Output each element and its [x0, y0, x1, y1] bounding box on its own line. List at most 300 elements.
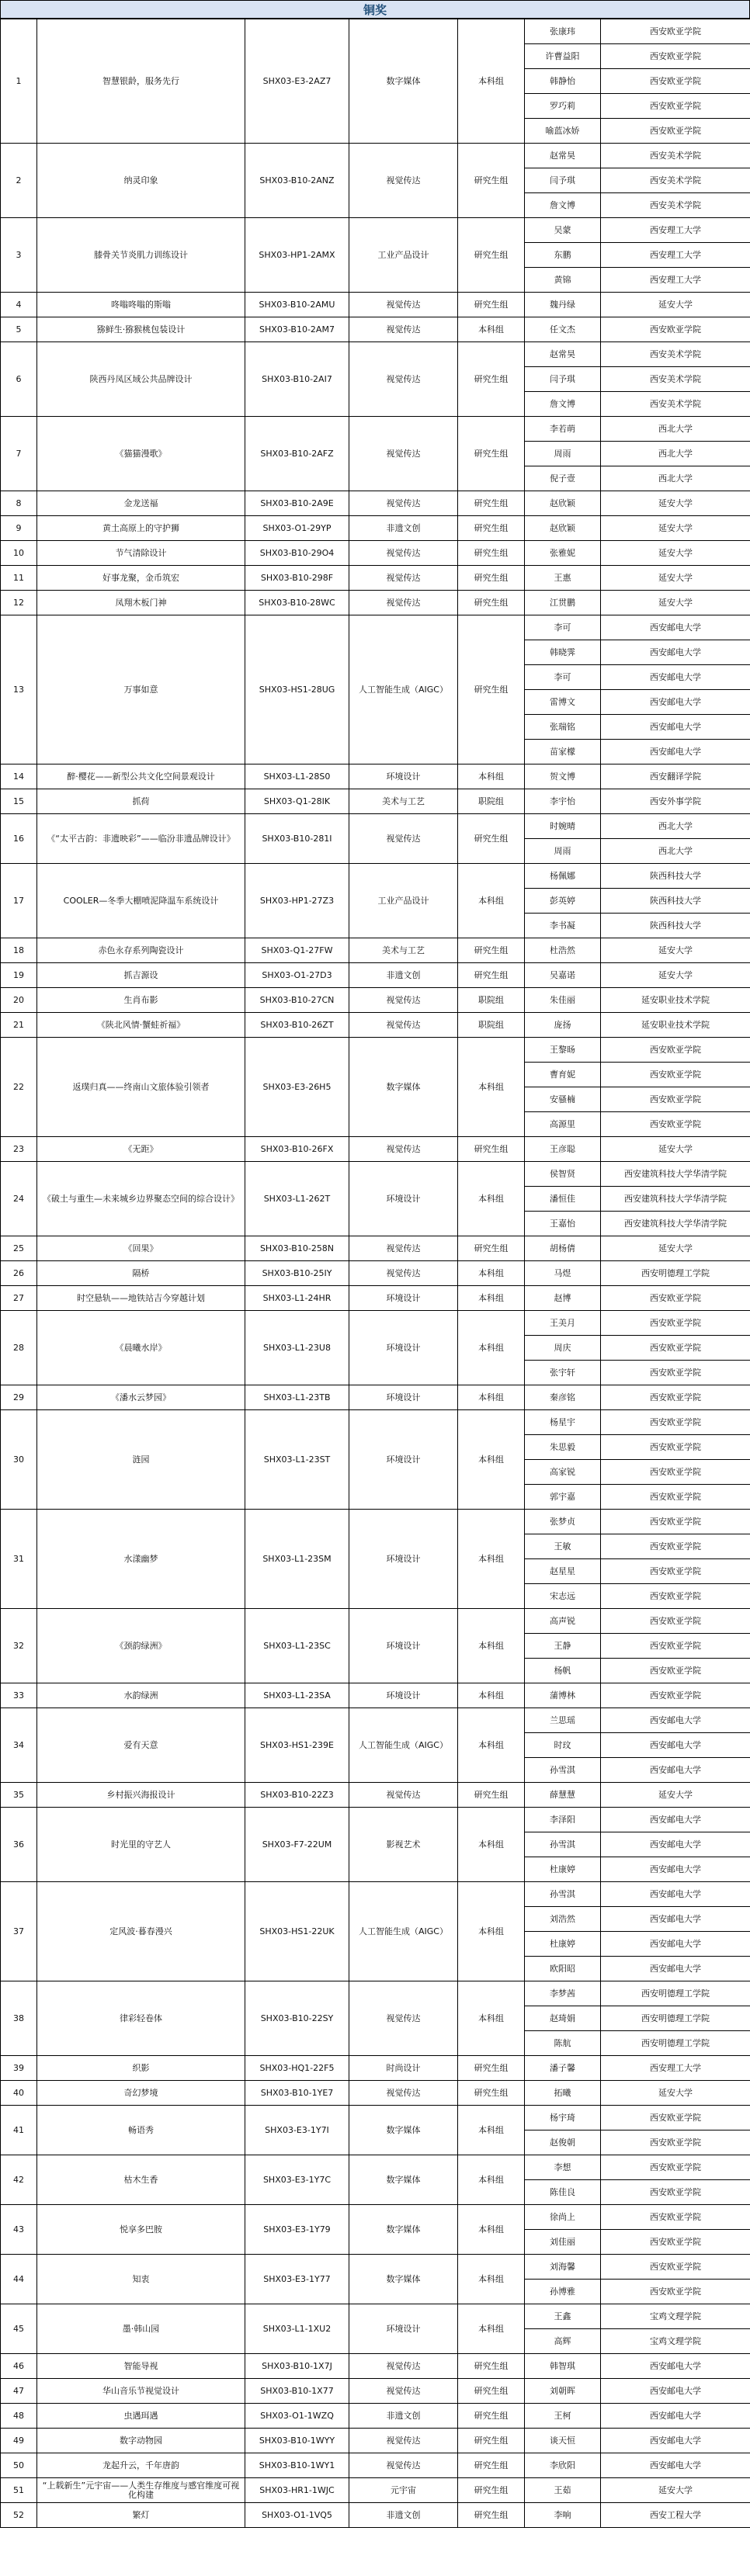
member-school: 延安大学: [601, 541, 750, 566]
table-row: [1, 2304, 750, 2329]
member-name: 谈天恒: [525, 2429, 601, 2453]
work-title: 华山音乐节视觉设计: [37, 2379, 245, 2404]
entry-group: 研究生组: [458, 615, 525, 764]
member-school: 西安欧亚学院: [601, 2106, 750, 2130]
member-school: 延安大学: [601, 938, 750, 963]
work-category: 视觉传达: [349, 1981, 458, 2056]
table-row: [1, 2354, 750, 2379]
member-school: 西安欧亚学院: [601, 1385, 750, 1410]
member-name: 任文杰: [525, 317, 601, 342]
member-school: 西安明德理工学院: [601, 2006, 750, 2031]
table-row: [1, 566, 750, 591]
member-school: 西安欧亚学院: [601, 119, 750, 144]
work-code: SHX03-E3-1Y7C: [245, 2155, 349, 2205]
member-name: 王惠: [525, 566, 601, 591]
member-school: 西安理工大学: [601, 268, 750, 293]
member-school: 西安邮电大学: [601, 2354, 750, 2379]
work-category: 数字媒体: [349, 2106, 458, 2155]
member-name: 黄锦: [525, 268, 601, 293]
work-title: 时空悬轨——地铁站吉今穿越计划: [37, 1286, 245, 1311]
award-number: 49: [1, 2429, 37, 2453]
work-title: 黄土高原上的守护狮: [37, 516, 245, 541]
member-name: 安骚楠: [525, 1087, 601, 1112]
award-number: 34: [1, 1708, 37, 1783]
work-category: 视觉传达: [349, 566, 458, 591]
award-number: 51: [1, 2478, 37, 2503]
work-category: 视觉传达: [349, 491, 458, 516]
member-name: 杨帆: [525, 1659, 601, 1683]
entry-group: 研究生组: [458, 1137, 525, 1162]
work-code: SHX03-B10-25IY: [245, 1261, 349, 1286]
member-name: 李响: [525, 2503, 601, 2528]
table-row: [1, 2379, 750, 2404]
member-name: 曹育妮: [525, 1063, 601, 1087]
member-school: 西安欧亚学院: [601, 1534, 750, 1559]
work-code: SHX03-B10-1YE7: [245, 2081, 349, 2106]
table-row: [1, 144, 750, 168]
work-code: SHX03-L1-23U8: [245, 1311, 349, 1385]
work-category: 视觉传达: [349, 293, 458, 317]
award-number: 40: [1, 2081, 37, 2106]
work-category: 环境设计: [349, 1609, 458, 1683]
entry-group: 研究生组: [458, 218, 525, 293]
member-name: 高声锐: [525, 1609, 601, 1634]
work-title: 抓吉源设: [37, 963, 245, 988]
entry-group: 本科组: [458, 764, 525, 789]
work-title: 《回果》: [37, 1236, 245, 1261]
work-category: 工业产品设计: [349, 864, 458, 938]
member-school: 西安邮电大学: [601, 1932, 750, 1957]
member-school: 西安欧亚学院: [601, 1584, 750, 1609]
member-school: 西安欧亚学院: [601, 1634, 750, 1659]
table-row: [1, 1137, 750, 1162]
entry-group: 研究生组: [458, 342, 525, 417]
member-school: 西安欧亚学院: [601, 1460, 750, 1485]
member-name: 胡杨倩: [525, 1236, 601, 1261]
work-code: SHX03-E3-1Y79: [245, 2205, 349, 2255]
work-title: 《破土与重生—未来城乡边界聚态空间的综合设计》: [37, 1162, 245, 1236]
table-row: [1, 2453, 750, 2478]
member-name: 兰思瑶: [525, 1708, 601, 1733]
member-school: 西安翻译学院: [601, 764, 750, 789]
work-code: SHX03-B10-1WY1: [245, 2453, 349, 2478]
member-name: 赵博: [525, 1286, 601, 1311]
award-number: 33: [1, 1683, 37, 1708]
entry-group: 研究生组: [458, 2056, 525, 2081]
award-number: 17: [1, 864, 37, 938]
work-title: 生肖布影: [37, 988, 245, 1013]
table-row: [1, 1981, 750, 2006]
work-title: 畅语秀: [37, 2106, 245, 2155]
work-title: 繁灯: [37, 2503, 245, 2528]
member-name: 吴嘉诺: [525, 963, 601, 988]
work-category: 环境设计: [349, 1162, 458, 1236]
work-code: SHX03-B10-2A9E: [245, 491, 349, 516]
member-school: 西安欧亚学院: [601, 2280, 750, 2304]
member-school: 西安邮电大学: [601, 2429, 750, 2453]
award-number: 32: [1, 1609, 37, 1683]
entry-group: 本科组: [458, 1808, 525, 1882]
work-code: SHX03-E3-2AZ7: [245, 19, 349, 144]
entry-group: 本科组: [458, 2304, 525, 2354]
member-name: 孙雪淇: [525, 1758, 601, 1783]
member-school: 西安欧亚学院: [601, 2255, 750, 2280]
award-number: 37: [1, 1882, 37, 1981]
member-school: 西安欧亚学院: [601, 1112, 750, 1137]
work-category: 环境设计: [349, 1410, 458, 1510]
award-number: 5: [1, 317, 37, 342]
work-title: 水漾幽梦: [37, 1510, 245, 1609]
work-category: 视觉传达: [349, 1236, 458, 1261]
table-row: [1, 2503, 750, 2528]
work-category: 数字媒体: [349, 2155, 458, 2205]
table-row: [1, 1510, 750, 1534]
member-school: 西安美术学院: [601, 168, 750, 193]
table-row: [1, 1013, 750, 1038]
work-title: 隔桥: [37, 1261, 245, 1286]
member-name: 孙雪淇: [525, 1882, 601, 1907]
work-title: 抓荷: [37, 789, 245, 814]
member-name: 王嘉怡: [525, 1212, 601, 1236]
table-row: [1, 342, 750, 367]
work-code: SHX03-B10-1X77: [245, 2379, 349, 2404]
member-name: 韩晓霁: [525, 640, 601, 665]
member-name: 李宇怡: [525, 789, 601, 814]
award-number: 45: [1, 2304, 37, 2354]
member-school: 西安美术学院: [601, 392, 750, 417]
table-row: [1, 491, 750, 516]
entry-group: 本科组: [458, 1311, 525, 1385]
work-category: 视觉传达: [349, 1783, 458, 1808]
work-code: SHX03-B10-22Z3: [245, 1783, 349, 1808]
member-school: 西安邮电大学: [601, 1957, 750, 1981]
member-school: 西安美术学院: [601, 193, 750, 218]
work-title: 《颈韵绿洲》: [37, 1609, 245, 1683]
entry-group: 研究生组: [458, 2404, 525, 2429]
member-name: 江贯鹏: [525, 591, 601, 615]
award-number: 43: [1, 2205, 37, 2255]
member-name: 薛慧慧: [525, 1783, 601, 1808]
member-name: 秦彦铭: [525, 1385, 601, 1410]
award-number: 2: [1, 144, 37, 218]
member-school: 西安欧亚学院: [601, 2205, 750, 2230]
award-number: 50: [1, 2453, 37, 2478]
work-category: 人工智能生成（AIGC）: [349, 1882, 458, 1981]
work-title: 悦享多巴胺: [37, 2205, 245, 2255]
member-name: 李想: [525, 2155, 601, 2180]
award-number: 13: [1, 615, 37, 764]
member-school: 西安欧亚学院: [601, 44, 750, 69]
award-number: 30: [1, 1410, 37, 1510]
table-row: [1, 2106, 750, 2130]
work-category: 视觉传达: [349, 2429, 458, 2453]
member-school: 西安邮电大学: [601, 640, 750, 665]
entry-group: 职院组: [458, 1013, 525, 1038]
table-row: [1, 1882, 750, 1907]
entry-group: 本科组: [458, 1385, 525, 1410]
table-row: [1, 317, 750, 342]
member-name: 高源里: [525, 1112, 601, 1137]
work-title: 爱有天意: [37, 1708, 245, 1783]
member-school: 西安邮电大学: [601, 1882, 750, 1907]
member-name: 蒲博林: [525, 1683, 601, 1708]
award-number: 19: [1, 963, 37, 988]
award-number: 6: [1, 342, 37, 417]
member-name: 李可: [525, 665, 601, 690]
entry-group: 本科组: [458, 1410, 525, 1510]
work-code: SHX03-HS1-28UG: [245, 615, 349, 764]
table-row: [1, 615, 750, 640]
work-title: “上载新生”元宇宙——人类生存维度与感官维度可视化构建: [37, 2478, 245, 2503]
member-school: 西安欧亚学院: [601, 2130, 750, 2155]
member-school: 西安欧亚学院: [601, 2230, 750, 2255]
member-school: 西北大学: [601, 814, 750, 839]
entry-group: 本科组: [458, 2155, 525, 2205]
work-code: SHX03-O1-27D3: [245, 963, 349, 988]
award-number: 11: [1, 566, 37, 591]
member-school: 陕西科技大学: [601, 889, 750, 914]
table-row: [1, 516, 750, 541]
work-title: 节气清除设计: [37, 541, 245, 566]
award-number: 31: [1, 1510, 37, 1609]
work-code: SHX03-Q1-28IK: [245, 789, 349, 814]
member-school: 西安欧亚学院: [601, 1659, 750, 1683]
member-school: 西安欧亚学院: [601, 19, 750, 44]
member-school: 延安大学: [601, 491, 750, 516]
work-category: 视觉传达: [349, 1261, 458, 1286]
entry-group: 研究生组: [458, 2429, 525, 2453]
member-name: 王敏: [525, 1534, 601, 1559]
member-school: 西安欧亚学院: [601, 1683, 750, 1708]
entry-group: 研究生组: [458, 2081, 525, 2106]
member-school: 西安建筑科技大学华清学院: [601, 1212, 750, 1236]
work-category: 非遗文创: [349, 2404, 458, 2429]
work-code: SHX03-B10-27CN: [245, 988, 349, 1013]
work-category: 视觉传达: [349, 144, 458, 218]
member-school: 陕西科技大学: [601, 914, 750, 938]
member-school: 西安欧亚学院: [601, 1311, 750, 1336]
work-category: 视觉传达: [349, 541, 458, 566]
member-name: 李若萌: [525, 417, 601, 442]
work-title: 《无距》: [37, 1137, 245, 1162]
work-category: 数字媒体: [349, 19, 458, 144]
table-row: [1, 1038, 750, 1063]
table-row: [1, 417, 750, 442]
member-school: 西安欧亚学院: [601, 1559, 750, 1584]
award-number: 23: [1, 1137, 37, 1162]
member-name: 李书凝: [525, 914, 601, 938]
work-code: SHX03-B10-2AI7: [245, 342, 349, 417]
member-school: 延安大学: [601, 1783, 750, 1808]
work-category: 视觉传达: [349, 2081, 458, 2106]
member-name: 马煜: [525, 1261, 601, 1286]
member-school: 西安欧亚学院: [601, 1063, 750, 1087]
table-row: [1, 19, 750, 44]
award-number: 42: [1, 2155, 37, 2205]
entry-group: 本科组: [458, 1286, 525, 1311]
member-school: 西安理工大学: [601, 243, 750, 268]
entry-group: 研究生组: [458, 591, 525, 615]
work-title: 万事如意: [37, 615, 245, 764]
work-code: SHX03-HQ1-22F5: [245, 2056, 349, 2081]
work-code: SHX03-B10-2AMU: [245, 293, 349, 317]
entry-group: 本科组: [458, 1683, 525, 1708]
member-name: 刘佳丽: [525, 2230, 601, 2255]
work-title: 时光里的守艺人: [37, 1808, 245, 1882]
work-code: SHX03-L1-28S0: [245, 764, 349, 789]
member-name: 张宇轩: [525, 1361, 601, 1385]
work-title: 咚嗡咚嗡的斯嗡: [37, 293, 245, 317]
member-name: 周雨: [525, 442, 601, 466]
member-school: 西安邮电大学: [601, 740, 750, 764]
member-school: 西安邮电大学: [601, 1832, 750, 1857]
entry-group: 本科组: [458, 1609, 525, 1683]
member-name: 欧阳昭: [525, 1957, 601, 1981]
member-name: 彭英婷: [525, 889, 601, 914]
work-title: 涟园: [37, 1410, 245, 1510]
member-name: 孙博雅: [525, 2280, 601, 2304]
entry-group: 职院组: [458, 789, 525, 814]
member-name: 王黎旸: [525, 1038, 601, 1063]
member-name: 赵俊朝: [525, 2130, 601, 2155]
work-category: 视觉传达: [349, 1013, 458, 1038]
work-code: SHX03-L1-23SC: [245, 1609, 349, 1683]
work-title: 好事龙聚，金币筑宏: [37, 566, 245, 591]
entry-group: 研究生组: [458, 516, 525, 541]
award-number: 3: [1, 218, 37, 293]
member-school: 西安欧亚学院: [601, 1410, 750, 1435]
table-row: [1, 1385, 750, 1410]
work-category: 环境设计: [349, 764, 458, 789]
work-code: SHX03-L1-23SA: [245, 1683, 349, 1708]
member-name: 许曹益阳: [525, 44, 601, 69]
entry-group: 研究生组: [458, 963, 525, 988]
work-code: SHX03-E3-1Y77: [245, 2255, 349, 2304]
table-row: [1, 1783, 750, 1808]
table-row: [1, 988, 750, 1013]
member-name: 时玟: [525, 1733, 601, 1758]
work-title: 膝骨关节炎肌力训练设计: [37, 218, 245, 293]
member-school: 延安大学: [601, 1236, 750, 1261]
work-category: 环境设计: [349, 2304, 458, 2354]
table-row: [1, 2056, 750, 2081]
entry-group: 本科组: [458, 864, 525, 938]
member-name: 贺文博: [525, 764, 601, 789]
member-name: 王鑫: [525, 2304, 601, 2329]
member-school: 西安欧亚学院: [601, 94, 750, 119]
member-school: 陕西科技大学: [601, 864, 750, 889]
award-number: 20: [1, 988, 37, 1013]
member-school: 西安邮电大学: [601, 1808, 750, 1832]
award-number: 10: [1, 541, 37, 566]
member-name: 韩智琪: [525, 2354, 601, 2379]
work-code: SHX03-B10-2ANZ: [245, 144, 349, 218]
member-name: 詹文博: [525, 193, 601, 218]
work-category: 元宇宙: [349, 2478, 458, 2503]
entry-group: 本科组: [458, 1882, 525, 1981]
award-number: 25: [1, 1236, 37, 1261]
member-school: 西安欧亚学院: [601, 1336, 750, 1361]
work-category: 视觉传达: [349, 2453, 458, 2478]
work-code: SHX03-O1-1WZQ: [245, 2404, 349, 2429]
member-school: 西安美术学院: [601, 144, 750, 168]
table-row: [1, 2478, 750, 2503]
entry-group: 本科组: [458, 1162, 525, 1236]
member-name: 周雨: [525, 839, 601, 864]
entry-group: 研究生组: [458, 2453, 525, 2478]
member-school: 西安欧亚学院: [601, 1361, 750, 1385]
member-school: 延安大学: [601, 516, 750, 541]
entry-group: 研究生组: [458, 814, 525, 864]
member-name: 张瑞铭: [525, 715, 601, 740]
member-name: 杨星宇: [525, 1410, 601, 1435]
table-row: [1, 864, 750, 889]
member-school: 西安明德理工学院: [601, 1981, 750, 2006]
member-name: 杜浩然: [525, 938, 601, 963]
member-school: 西安邮电大学: [601, 2379, 750, 2404]
entry-group: 研究生组: [458, 2354, 525, 2379]
member-school: 延安大学: [601, 963, 750, 988]
work-title: 赤色永存系列陶瓷设计: [37, 938, 245, 963]
member-name: 刘海馨: [525, 2255, 601, 2280]
work-title: 返璞归真——终南山文旅体验引领者: [37, 1038, 245, 1137]
work-category: 环境设计: [349, 1385, 458, 1410]
work-title: 《晨曦水岸》: [37, 1311, 245, 1385]
entry-group: 研究生组: [458, 293, 525, 317]
table-row: [1, 293, 750, 317]
table-row: [1, 1162, 750, 1187]
entry-group: 研究生组: [458, 938, 525, 963]
member-school: 西北大学: [601, 839, 750, 864]
award-number: 27: [1, 1286, 37, 1311]
member-school: 西安工程大学: [601, 2503, 750, 2528]
entry-group: 研究生组: [458, 144, 525, 218]
work-code: SHX03-B10-22SY: [245, 1981, 349, 2056]
member-name: 刘浩然: [525, 1907, 601, 1932]
award-number: 38: [1, 1981, 37, 2056]
work-title: 水韵绿洲: [37, 1683, 245, 1708]
work-code: SHX03-O1-1VQ5: [245, 2503, 349, 2528]
member-school: 西安邮电大学: [601, 690, 750, 715]
work-category: 数字媒体: [349, 1038, 458, 1137]
work-code: SHX03-L1-23SM: [245, 1510, 349, 1609]
table-row: [1, 2081, 750, 2106]
work-title: 醉·樱花——新型公共文化空间景观设计: [37, 764, 245, 789]
member-name: 张康玮: [525, 19, 601, 44]
award-number: 22: [1, 1038, 37, 1137]
work-code: SHX03-B10-281I: [245, 814, 349, 864]
member-name: 朱思毅: [525, 1435, 601, 1460]
work-code: SHX03-B10-28WC: [245, 591, 349, 615]
work-code: SHX03-HP1-2AMX: [245, 218, 349, 293]
work-title: 智能导视: [37, 2354, 245, 2379]
member-school: 西安欧亚学院: [601, 1435, 750, 1460]
entry-group: 研究生组: [458, 1783, 525, 1808]
table-row: [1, 1236, 750, 1261]
member-name: 王柯: [525, 2404, 601, 2429]
member-name: 朱佳丽: [525, 988, 601, 1013]
work-code: SHX03-HR1-1WJC: [245, 2478, 349, 2503]
member-name: 徐尚上: [525, 2205, 601, 2230]
section-title: 铜奖: [0, 0, 750, 19]
award-number: 24: [1, 1162, 37, 1236]
work-code: SHX03-B10-258N: [245, 1236, 349, 1261]
work-title: 数字动物园: [37, 2429, 245, 2453]
member-school: 西安欧亚学院: [601, 2155, 750, 2180]
award-number: 35: [1, 1783, 37, 1808]
member-school: 西北大学: [601, 466, 750, 491]
entry-group: 本科组: [458, 1038, 525, 1137]
